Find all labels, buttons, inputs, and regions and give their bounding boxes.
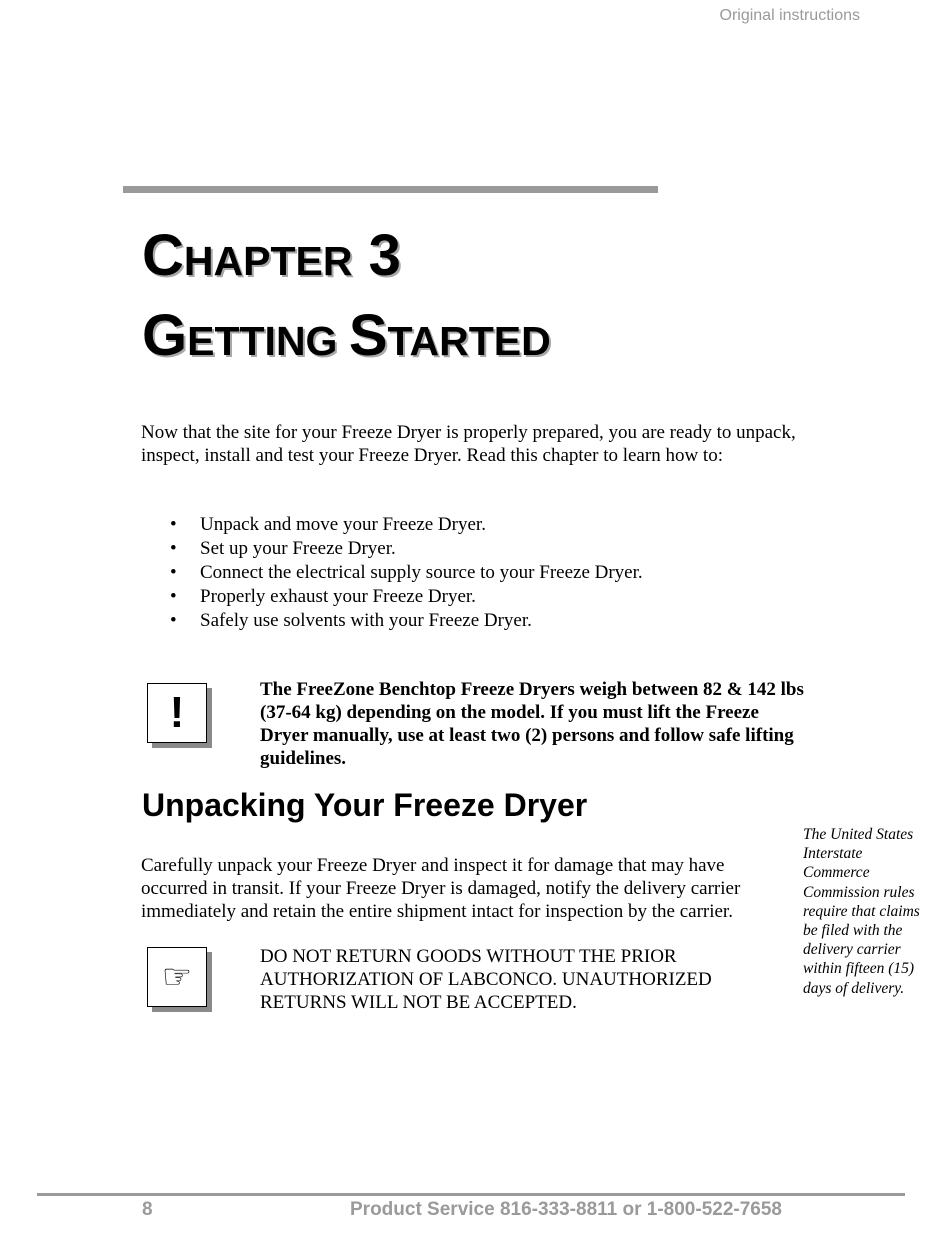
list-item	[141, 513, 781, 537]
title-cap-letter-2: S	[348, 303, 388, 368]
pointing-hand-icon: ☞	[161, 957, 193, 997]
list-item	[141, 561, 781, 585]
bullet-list	[141, 513, 781, 633]
footer-service-text: Product Service 816-333-8811 or 1-800-522-7658	[350, 1199, 782, 1220]
warning-box	[147, 683, 207, 743]
list-item-text: Connect the electrical supply source to your Freeze Dryer.	[200, 562, 643, 583]
list-item	[141, 609, 781, 633]
top-rule	[123, 186, 658, 193]
intro-paragraph: Now that the site for your Freeze Dryer is properly prepared, you are ready to unpack, inspect, install and test your Freeze Dryer. Read this chapter to learn how to:	[141, 422, 796, 466]
section-heading: Unpacking Your Freeze Dryer	[142, 787, 588, 823]
chapter-number-heading	[142, 222, 401, 289]
bullet-dot: •	[170, 514, 177, 535]
bottom-rule	[37, 1193, 905, 1196]
list-item-text: Unpack and move your Freeze Dryer.	[200, 514, 486, 535]
bullet-dot: •	[170, 562, 177, 583]
list-item-text: Set up your Freeze Dryer.	[200, 538, 396, 559]
chapter-title-heading	[142, 302, 551, 369]
list-item	[141, 585, 781, 609]
bullet-dot: •	[170, 610, 177, 631]
unpacking-paragraph: Carefully unpack your Freeze Dryer and inspect it for damage that may have occurred in transit. If your Freeze Dryer is damaged, notify the delivery carrier immediately and retain the entire shipment intact for inspection by the carrier.	[141, 855, 741, 922]
bullet-dot: •	[170, 538, 177, 559]
bullet-dot: •	[170, 586, 177, 607]
original-instructions-label: Original instructions	[719, 7, 860, 24]
note-text: DO NOT RETURN GOODS WITHOUT THE PRIOR AUTHORIZATION OF LABCONCO. UNAUTHORIZED RETURNS WILL NOT BE ACCEPTED.	[260, 946, 712, 1013]
title-space	[337, 318, 348, 364]
title-cap-letter-1: G	[142, 303, 188, 368]
page-number: 8	[142, 1199, 153, 1220]
title-word-1: ETTING	[187, 318, 338, 364]
exclamation-icon: !	[169, 688, 185, 737]
warning-text: The FreeZone Benchtop Freeze Dryers weigh between 82 & 142 lbs (37-64 kg) depending on the model. If you must lift the Freeze Dryer manually, use at least two (2) persons and follow safe lifting guidelines.	[260, 679, 804, 769]
title-word-2: TARTED	[387, 318, 551, 364]
chapter-word: HAPTER	[183, 238, 353, 284]
list-item	[141, 537, 781, 561]
chapter-number: 3	[352, 223, 401, 288]
list-item-text: Safely use solvents with your Freeze Dryer.	[200, 610, 532, 631]
side-note: The United States Interstate Commerce Commission rules require that claims be filed with the delivery carrier within fifteen (15) days of delivery.	[803, 826, 920, 997]
list-item-text: Properly exhaust your Freeze Dryer.	[200, 586, 476, 607]
chapter-cap-letter: C	[142, 223, 184, 288]
note-box	[147, 947, 207, 1007]
